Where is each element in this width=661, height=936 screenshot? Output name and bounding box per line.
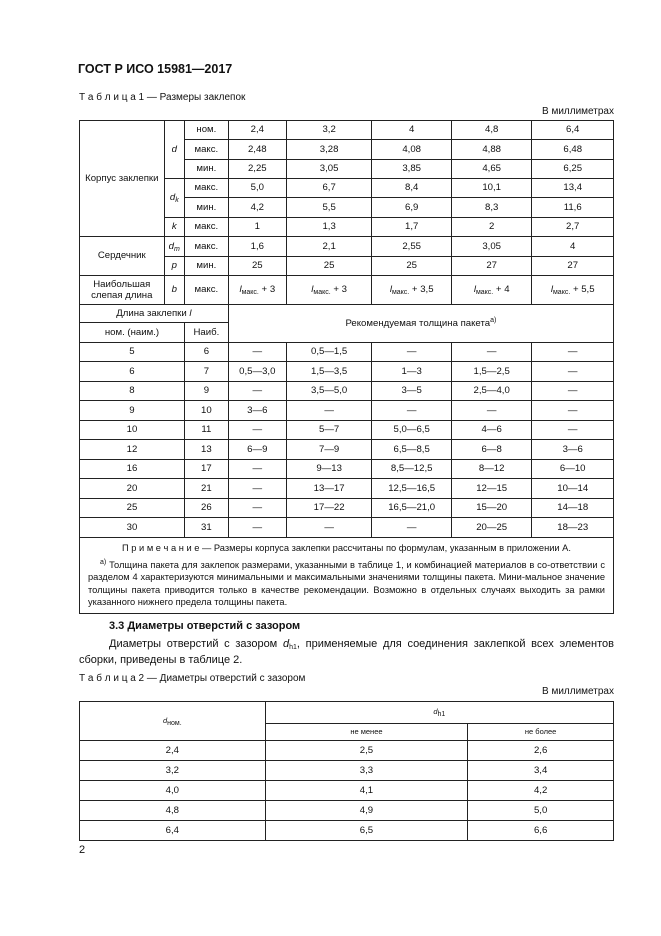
table1-note: П р и м е ч а н и е — Размеры корпуса заклепки рассчитаны по формулам, указанным в приложении А.	[122, 543, 571, 553]
length-max: 11	[184, 421, 228, 440]
cell: 3—5	[372, 382, 451, 401]
cell: 4,0	[80, 781, 266, 801]
cell: 4,2	[468, 781, 614, 801]
cell: 5,0	[228, 179, 286, 198]
cell: 16,5—21,0	[372, 499, 451, 518]
cell: 5,0—6,5	[372, 421, 451, 440]
table1-units: В миллиметрах	[542, 106, 614, 117]
row-kind: макс.	[184, 237, 228, 257]
length-nom: 6	[80, 362, 185, 382]
cell: 15—20	[451, 499, 532, 518]
cell: 2,7	[532, 218, 614, 237]
cell: 2,1	[286, 237, 372, 257]
cell: 5,0	[468, 801, 614, 821]
length-nom: 30	[80, 518, 185, 538]
cell: 1	[228, 218, 286, 237]
group-blind-length: Наибольшая слепая длина	[80, 276, 165, 305]
cell: 13—17	[286, 479, 372, 499]
cell: —	[228, 460, 286, 479]
cell: 18—23	[532, 518, 614, 538]
cell: 6—9	[228, 440, 286, 460]
cell: 2	[451, 218, 532, 237]
cell: 1,3	[286, 218, 372, 237]
cell: —	[372, 343, 451, 362]
cell: 3,4	[468, 761, 614, 781]
section-3-3-title: 3.3 Диаметры отверстий с зазором	[109, 620, 301, 632]
table2-caption: Т а б л и ц а 2 — Диаметры отверстий с зазором	[79, 673, 306, 684]
cell: 3,2	[80, 761, 266, 781]
cell: 6,5—8,5	[372, 440, 451, 460]
length-max: 21	[184, 479, 228, 499]
cell: 1,7	[372, 218, 451, 237]
cell: 2,5	[265, 741, 468, 761]
cell: 13,4	[532, 179, 614, 198]
symbol-d: d	[164, 121, 184, 179]
cell: —	[228, 479, 286, 499]
rivet-length-header: Длина заклепки l	[80, 305, 229, 323]
symbol-k: k	[164, 218, 184, 237]
cell: 27	[532, 257, 614, 276]
cell: 4,8	[451, 121, 532, 140]
document-header: ГОСТ Р ИСО 15981—2017	[78, 62, 233, 76]
cell: 14—18	[532, 499, 614, 518]
cell: 25	[286, 257, 372, 276]
cell: 8—12	[451, 460, 532, 479]
cell: 2,55	[372, 237, 451, 257]
length-nom: 5	[80, 343, 185, 362]
cell: 4,1	[265, 781, 468, 801]
cell: 4—6	[451, 421, 532, 440]
length-max: 26	[184, 499, 228, 518]
length-nom: 8	[80, 382, 185, 401]
cell: 12,5—16,5	[372, 479, 451, 499]
cell: 8,4	[372, 179, 451, 198]
length-max: 17	[184, 460, 228, 479]
cell: 2,5—4,0	[451, 382, 532, 401]
col-max-header: не более	[468, 724, 614, 741]
cell: 1,6	[228, 237, 286, 257]
cell: 4	[372, 121, 451, 140]
cell: —	[228, 343, 286, 362]
cell: —	[286, 518, 372, 538]
col-d-nom-header: $d_{ном.}$	[80, 702, 266, 741]
cell: 2,4	[228, 121, 286, 140]
cell: 9—13	[286, 460, 372, 479]
cell: 20—25	[451, 518, 532, 538]
length-nom: 16	[80, 460, 185, 479]
row-kind: мин.	[184, 257, 228, 276]
cell: 6,48	[532, 140, 614, 160]
cell: 6,7	[286, 179, 372, 198]
table1-footnote: $^{a)}$ Толщина пакета для заклепок размерами, указанными в таблице 1, и комбинацией материалов в со-ответствии с разделом 4 характеризуются минимальными и максимальными значениями толщины пакета. Мини-мальное значение толщины пакета приводится только в качестве рекомендации. Возможно в отдельных случаях выходить за рамки указанного нижнего предела толщины пакета.	[88, 558, 605, 608]
cell: $l_{макс.} + 5,5$	[532, 276, 614, 305]
clearance-holes-table	[79, 701, 614, 841]
cell: 0,5—3,0	[228, 362, 286, 382]
cell: —	[228, 499, 286, 518]
cell: 3,05	[286, 160, 372, 179]
symbol-dk: $d_k$	[164, 179, 184, 218]
max-header: Наиб.	[184, 323, 228, 343]
cell: —	[372, 401, 451, 421]
cell: 4,8	[80, 801, 266, 821]
cell: —	[532, 362, 614, 382]
length-max: 13	[184, 440, 228, 460]
cell: $l_{макс.} + 4$	[451, 276, 532, 305]
table2-units: В миллиметрах	[542, 686, 614, 697]
cell: 5,5	[286, 198, 372, 218]
cell: 2,4	[80, 741, 266, 761]
cell: 17—22	[286, 499, 372, 518]
cell: 10—14	[532, 479, 614, 499]
cell: 4,65	[451, 160, 532, 179]
cell: 6,25	[532, 160, 614, 179]
cell: 10,1	[451, 179, 532, 198]
length-nom: 12	[80, 440, 185, 460]
length-nom: 20	[80, 479, 185, 499]
length-max: 31	[184, 518, 228, 538]
cell: 0,5—1,5	[286, 343, 372, 362]
cell: —	[228, 518, 286, 538]
length-max: 10	[184, 401, 228, 421]
pack-thickness-header: Рекомендуемая толщина пакета$^{a)}$	[228, 305, 613, 343]
length-max: 6	[184, 343, 228, 362]
col-dh1-header: $d_{h1}$	[265, 702, 613, 724]
row-kind: макс.	[184, 179, 228, 198]
cell: 6,4	[80, 821, 266, 841]
cell: 4,08	[372, 140, 451, 160]
cell: 4,9	[265, 801, 468, 821]
cell: 6,9	[372, 198, 451, 218]
cell: —	[451, 343, 532, 362]
cell: 8,5—12,5	[372, 460, 451, 479]
length-nom: 25	[80, 499, 185, 518]
row-kind: мин.	[184, 160, 228, 179]
cell: 4	[532, 237, 614, 257]
cell: 3,2	[286, 121, 372, 140]
cell: —	[532, 343, 614, 362]
symbol-dm: $d_m$	[164, 237, 184, 257]
cell: $l_{макс.} + 3$	[286, 276, 372, 305]
row-kind: макс.	[184, 276, 228, 305]
length-nom: 9	[80, 401, 185, 421]
cell: 3,85	[372, 160, 451, 179]
length-max: 7	[184, 362, 228, 382]
group-rivet-body: Корпус заклепки	[80, 121, 165, 237]
cell: —	[286, 401, 372, 421]
cell: 7—9	[286, 440, 372, 460]
cell: —	[228, 421, 286, 440]
section-3-3-paragraph: Диаметры отверстий с зазором $d_{h1}$, применяемые для соединения заклепкой всех элементов сборки, приведены в таблице 2.	[79, 638, 615, 666]
cell: 11,6	[532, 198, 614, 218]
row-kind: ном.	[184, 121, 228, 140]
cell: —	[532, 382, 614, 401]
cell: 6,5	[265, 821, 468, 841]
cell: 1—3	[372, 362, 451, 382]
cell: 6—10	[532, 460, 614, 479]
cell: 12—15	[451, 479, 532, 499]
table1-notes	[80, 538, 614, 614]
cell: 6—8	[451, 440, 532, 460]
nom-header: ном. (наим.)	[80, 323, 185, 343]
page-number: 2	[79, 844, 86, 856]
symbol-b: b	[164, 276, 184, 305]
cell: 3—6	[228, 401, 286, 421]
col-min-header: не менее	[265, 724, 468, 741]
cell: 2,25	[228, 160, 286, 179]
cell: 4,2	[228, 198, 286, 218]
cell: 8,3	[451, 198, 532, 218]
cell: $l_{макс.} + 3$	[228, 276, 286, 305]
cell: —	[451, 401, 532, 421]
group-mandrel: Сердечник	[80, 237, 165, 276]
cell: —	[372, 518, 451, 538]
cell: 27	[451, 257, 532, 276]
row-kind: мин.	[184, 198, 228, 218]
cell: 1,5—2,5	[451, 362, 532, 382]
cell: $l_{макс.} + 3,5$	[372, 276, 451, 305]
cell: 5—7	[286, 421, 372, 440]
cell: 6,4	[532, 121, 614, 140]
cell: —	[532, 401, 614, 421]
cell: 6,6	[468, 821, 614, 841]
row-kind: макс.	[184, 140, 228, 160]
length-nom: 10	[80, 421, 185, 440]
table1-caption: Т а б л и ц а 1 — Размеры заклепок	[79, 92, 246, 103]
row-kind: макс.	[184, 218, 228, 237]
symbol-p: p	[164, 257, 184, 276]
cell: 3,05	[451, 237, 532, 257]
cell: 2,48	[228, 140, 286, 160]
cell: 3,28	[286, 140, 372, 160]
length-max: 9	[184, 382, 228, 401]
cell: 2,6	[468, 741, 614, 761]
cell: 25	[228, 257, 286, 276]
cell: 4,88	[451, 140, 532, 160]
cell: —	[532, 421, 614, 440]
cell: 3—6	[532, 440, 614, 460]
cell: 3,3	[265, 761, 468, 781]
cell: 3,5—5,0	[286, 382, 372, 401]
cell: 25	[372, 257, 451, 276]
cell: 1,5—3,5	[286, 362, 372, 382]
cell: —	[228, 382, 286, 401]
rivet-dimensions-table	[79, 120, 614, 614]
